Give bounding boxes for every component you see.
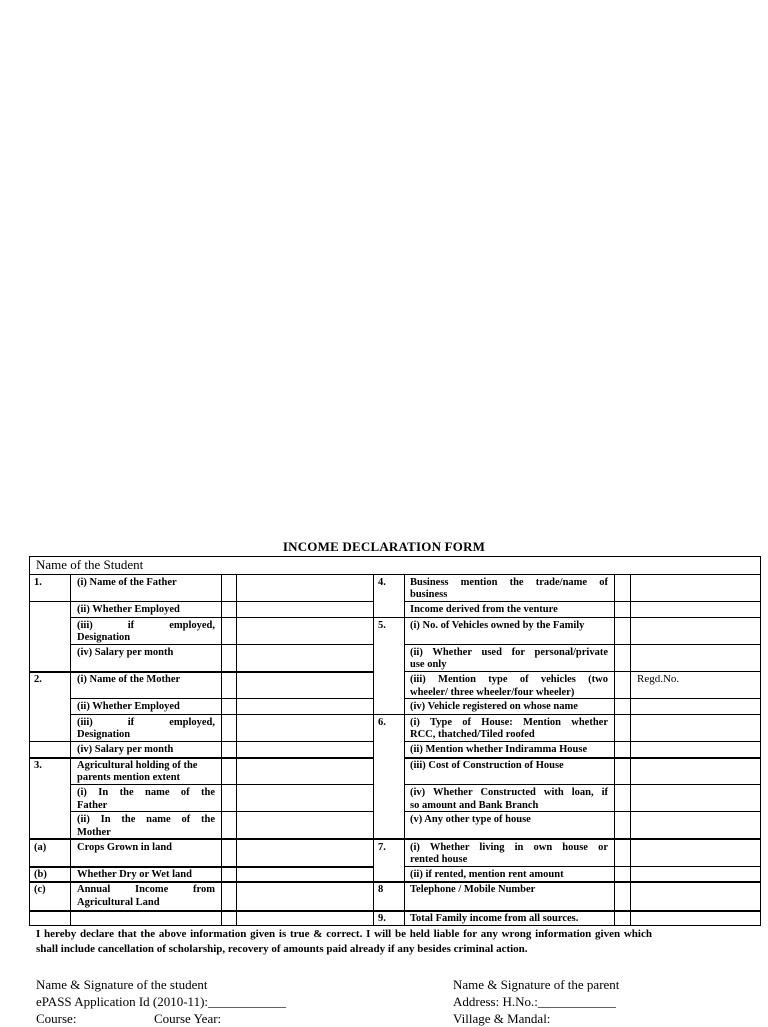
table-rule <box>29 925 761 926</box>
table-rule <box>70 698 374 699</box>
course-year-field: Course Year: <box>154 1011 222 1026</box>
table-rule <box>29 910 374 912</box>
table-cell-label: (ii) Mention whether Indiramma House <box>410 744 588 755</box>
row-number: 5. <box>378 620 386 631</box>
table-cell-label: Crops Grown in land <box>77 842 173 853</box>
table-rule <box>404 574 405 926</box>
table-rule <box>70 601 374 602</box>
table-rule <box>614 574 615 926</box>
table-cell-label: (i) Type of House: Mention whether <box>410 717 608 728</box>
table-cell-label: Whether Dry or Wet land <box>77 869 192 880</box>
table-cell-label: (ii) Whether Employed <box>77 604 180 615</box>
table-cell-label: so amount and Bank Branch <box>410 800 539 811</box>
table-cell-label: (iii) Cost of Construction of House <box>410 760 564 771</box>
table-cell-label: Total Family income from all sources. <box>410 913 579 924</box>
table-cell-label: Annual Income from <box>77 884 215 895</box>
table-cell-label: Designation <box>77 729 131 740</box>
table-cell-label: (ii) In the name of the <box>77 814 215 825</box>
row-number: 1. <box>34 577 42 588</box>
table-cell-label: (ii) Whether Employed <box>77 701 180 712</box>
table-rule <box>70 617 374 618</box>
table-cell-label: Father <box>77 800 108 811</box>
row-number: 3. <box>34 760 42 771</box>
table-cell-label: Business mention the trade/name of <box>410 577 608 588</box>
table-cell-label: (i) Whether living in own house or <box>410 842 608 853</box>
table-rule <box>404 644 761 645</box>
table-cell-label: Designation <box>77 632 131 643</box>
table-cell-label: Agricultural holding of the <box>77 760 198 771</box>
table-rule <box>70 574 71 926</box>
table-cell-label: (ii) Whether used for personal/private <box>410 647 608 658</box>
table-rule <box>373 838 761 840</box>
table-cell-label: use only <box>410 659 447 670</box>
address-field: Address: H.No.:____________ <box>453 994 616 1009</box>
table-cell-label: (iii) Mention type of vehicles (two <box>410 674 608 685</box>
table-rule <box>373 574 374 926</box>
table-rule <box>373 714 761 715</box>
table-cell-label: (i) Name of the Mother <box>77 674 181 685</box>
student-name-header: Name of the Student <box>36 557 144 572</box>
row-number: 4. <box>378 577 386 588</box>
table-cell-label: (iii) if employed, <box>77 620 215 631</box>
table-rule <box>70 714 374 715</box>
table-cell-label: Income derived from the venture <box>410 604 558 615</box>
table-cell-label: (i) Name of the Father <box>77 577 177 588</box>
table-rule <box>221 574 222 926</box>
table-cell-label: Agricultural Land <box>77 897 160 908</box>
row-number: 2. <box>34 674 42 685</box>
table-cell-label: Telephone / Mobile Number <box>410 884 536 895</box>
table-cell-label: (iv) Vehicle registered on whose name <box>410 701 578 712</box>
table-cell-label: (iii) if employed, <box>77 717 215 728</box>
table-rule <box>29 574 761 575</box>
course-field: Course: <box>36 1011 77 1026</box>
table-cell-label: rented house <box>410 854 468 865</box>
declaration-text: I hereby declare that the above information given is true & correct. I will be held liable for any wrong information given which shall include cancellation of scholarship, recovery of amounts paid already if any besides criminal action. <box>36 928 652 955</box>
table-cell-label: (iv) Salary per month <box>77 647 174 658</box>
table-rule <box>373 617 761 618</box>
table-rule <box>630 574 631 926</box>
table-cell-label: (ii) if rented, mention rent amount <box>410 869 564 880</box>
row-number: 7. <box>378 842 386 853</box>
row-number: 9. <box>378 913 386 924</box>
table-cell-label: Mother <box>77 827 111 838</box>
table-cell-label: (i) In the name of the <box>77 787 215 798</box>
table-cell-label: (i) No. of Vehicles owned by the Family <box>410 620 585 631</box>
table-cell-label: business <box>410 589 448 600</box>
table-cell-label: (iv) Whether Constructed with loan, if <box>410 787 608 798</box>
table-cell-label: (v) Any other type of house <box>410 814 531 825</box>
table-cell-label: (iv) Salary per month <box>77 744 174 755</box>
student-signature-label: Name & Signature of the student <box>36 977 208 992</box>
parent-signature-label: Name & Signature of the parent <box>453 977 620 992</box>
table-cell-label: RCC, thatched/Tiled roofed <box>410 729 535 740</box>
regd-no-label: Regd.No. <box>637 673 680 685</box>
table-cell-label: parents mention extent <box>77 772 181 783</box>
row-number: 8 <box>378 884 384 895</box>
form-title: INCOME DECLARATION FORM <box>282 539 486 554</box>
row-number: (b) <box>34 869 47 880</box>
epass-application-id-field: ePASS Application Id (2010-11):____________ <box>36 994 287 1009</box>
table-rule <box>236 574 237 926</box>
row-number: 6. <box>378 717 386 728</box>
row-number: (c) <box>34 884 46 895</box>
table-cell-label: wheeler/ three wheeler/four wheeler) <box>410 687 575 698</box>
village-mandal-field: Village & Mandal: <box>453 1011 551 1026</box>
row-number: (a) <box>34 842 47 853</box>
table-rule <box>404 784 761 785</box>
